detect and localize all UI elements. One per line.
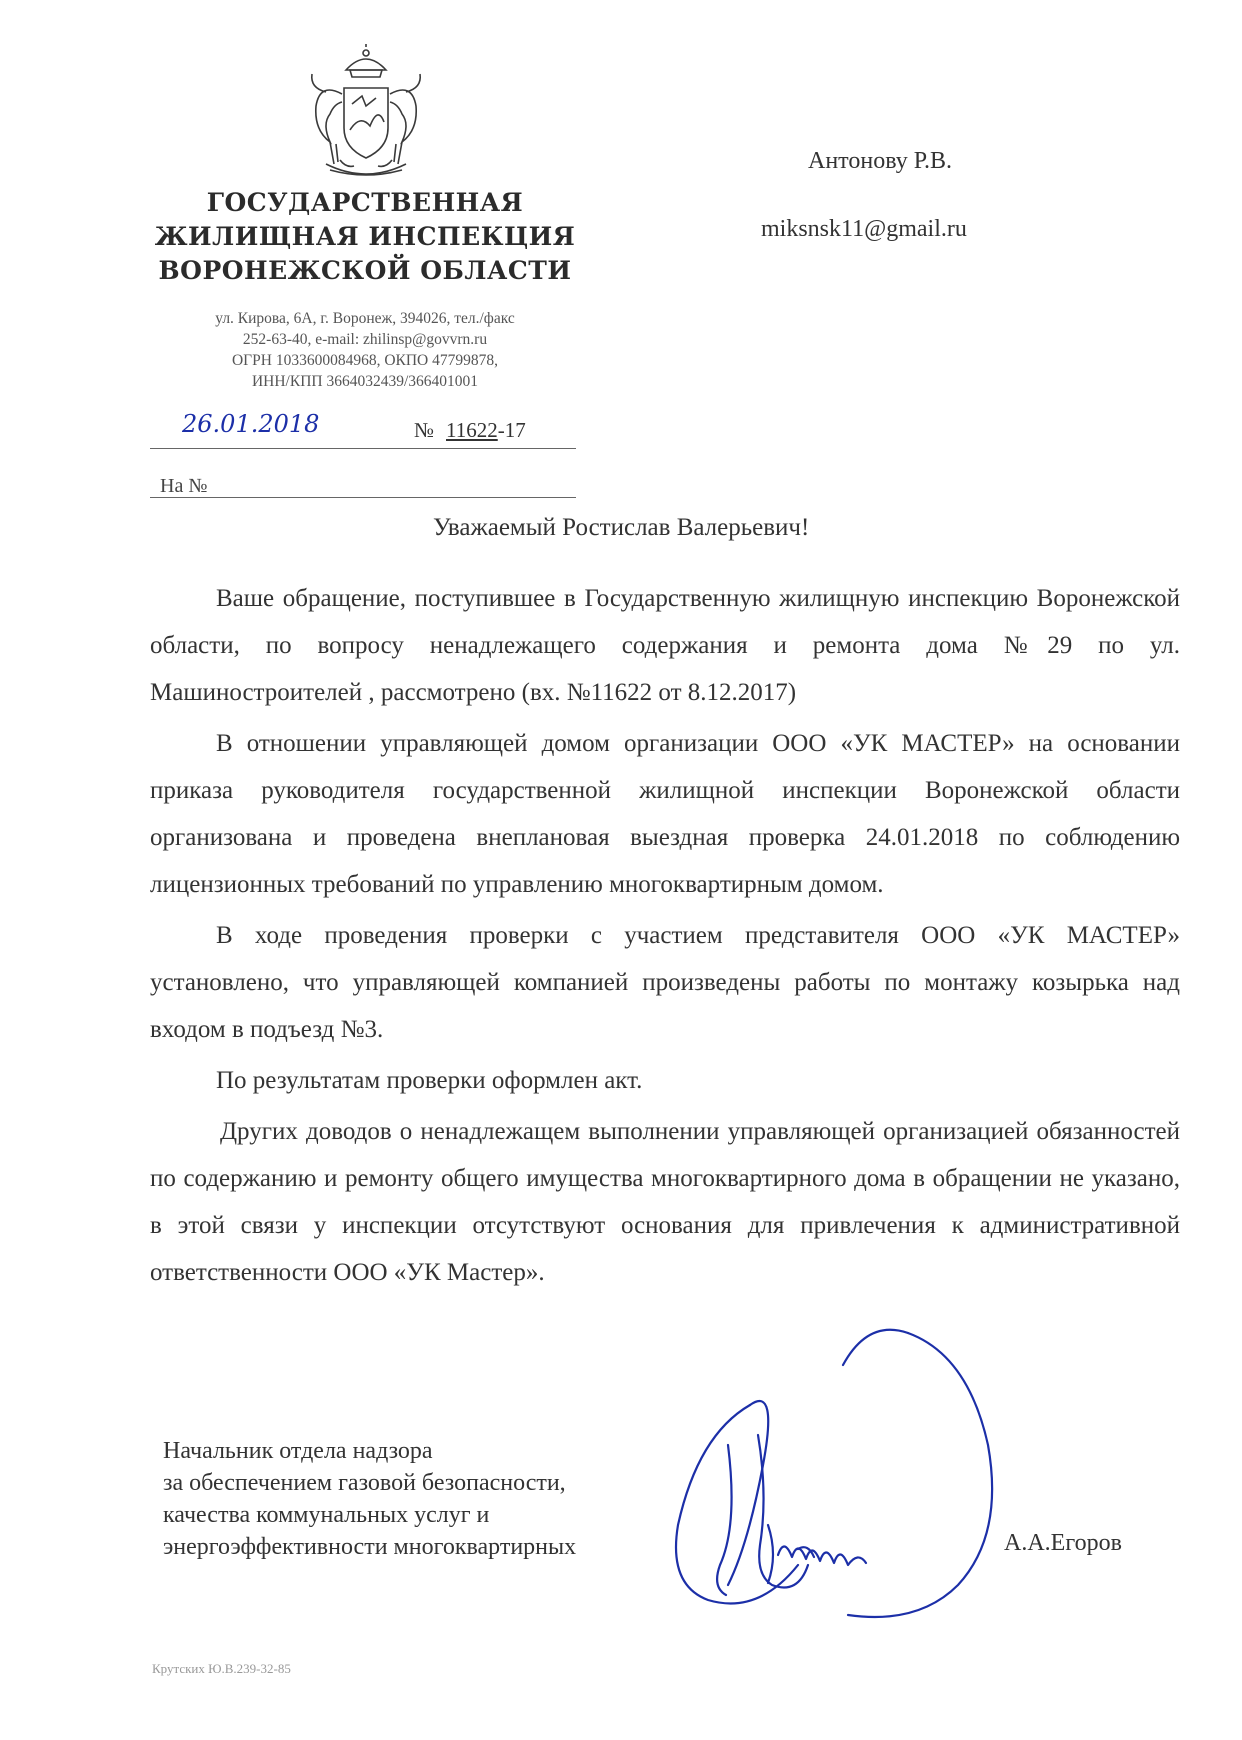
letter-paragraph: Ваше обращение, поступившее в Государственную жилищную инспекцию Воронежской области, по вопросу ненадлежащего содержания и ремонта дома №29 по ул. Машиностроителей , рассмотрено (вх. №11622 от 8.12.2017)	[150, 585, 1180, 706]
coat-of-arms-emblem	[300, 44, 432, 184]
letter-paragraph: В ходе проведения проверки с участием представителя ООО «УК МАСТЕР» установлено, что управляющей компанией произведены работы по монтажу козырька над входом в подъезд №3.	[150, 922, 1180, 1043]
executor-footer: Крутских Ю.В.239-32-85	[152, 1661, 291, 1676]
registration-line	[150, 448, 576, 449]
outgoing-number	[446, 418, 526, 443]
organization-contact-info	[150, 308, 580, 392]
handwritten-date: 26.01.2018	[182, 410, 320, 438]
organization-name-line: ЖИЛИЩНАЯ ИНСПЕКЦИЯ	[154, 222, 576, 251]
position-line: качества коммунальных услуг и	[163, 1502, 490, 1528]
position-line: энергоэффективности многоквартирных	[163, 1534, 577, 1560]
letter-paragraph: В отношении управляющей домом организации ООО «УК МАСТЕР» на основании приказа руководителя государственной жилищной инспекции Воронежской области организована и проведена внеплановая выездная проверка 24.01.2018 по соблюдению лицензионных требований по управлению многоквартирным домом.	[150, 730, 1180, 898]
organization-name	[150, 186, 580, 288]
position-line: за обеспечением газовой безопасности,	[163, 1470, 566, 1496]
recipient-email: miksnsk11@gmail.ru	[761, 216, 967, 242]
reply-line	[150, 497, 576, 498]
greeting: Уважаемый Ростислав Валерьевич!	[433, 514, 810, 541]
position-line: Начальник отдела надзора	[163, 1438, 433, 1464]
outgoing-number-main: 11622	[446, 418, 498, 442]
signer-name: А.А.Егоров	[1004, 1530, 1122, 1556]
contact-line: ОГРН 1033600084968, ОКПО 47799878,	[231, 352, 498, 369]
organization-name-line: ГОСУДАРСТВЕННАЯ	[206, 188, 524, 217]
signer-position	[163, 1435, 576, 1563]
contact-line: ИНН/КПП 3664032439/366401001	[251, 373, 479, 390]
letter-body	[150, 575, 1180, 1300]
contact-line: 252-63-40, e-mail: zhilinsp@govvrn.ru	[242, 331, 488, 348]
number-label: №	[414, 418, 435, 442]
handwritten-signature	[668, 1325, 1068, 1625]
recipient-name: Антонову Р.В.	[808, 148, 953, 174]
letter-paragraph: По результатам проверки оформлен акт.	[216, 1067, 643, 1094]
outgoing-number-suffix: -17	[497, 418, 526, 442]
contact-line: ул. Кирова, 6А, г. Воронеж, 394026, тел./факс	[215, 310, 515, 327]
letter-paragraph: Других доводов о ненадлежащем выполнении управляющей организацией обязанностей по содержанию и ремонту общего имущества многоквартирного дома в обращении не указано, в этой связи у инспекции отсутствуют основания для привлечения к административной ответственности ООО «УК Мастер».	[150, 1118, 1180, 1286]
organization-name-line: ВОРОНЕЖСКОЙ ОБЛАСТИ	[158, 256, 572, 285]
reply-to-label: На №	[160, 475, 208, 497]
